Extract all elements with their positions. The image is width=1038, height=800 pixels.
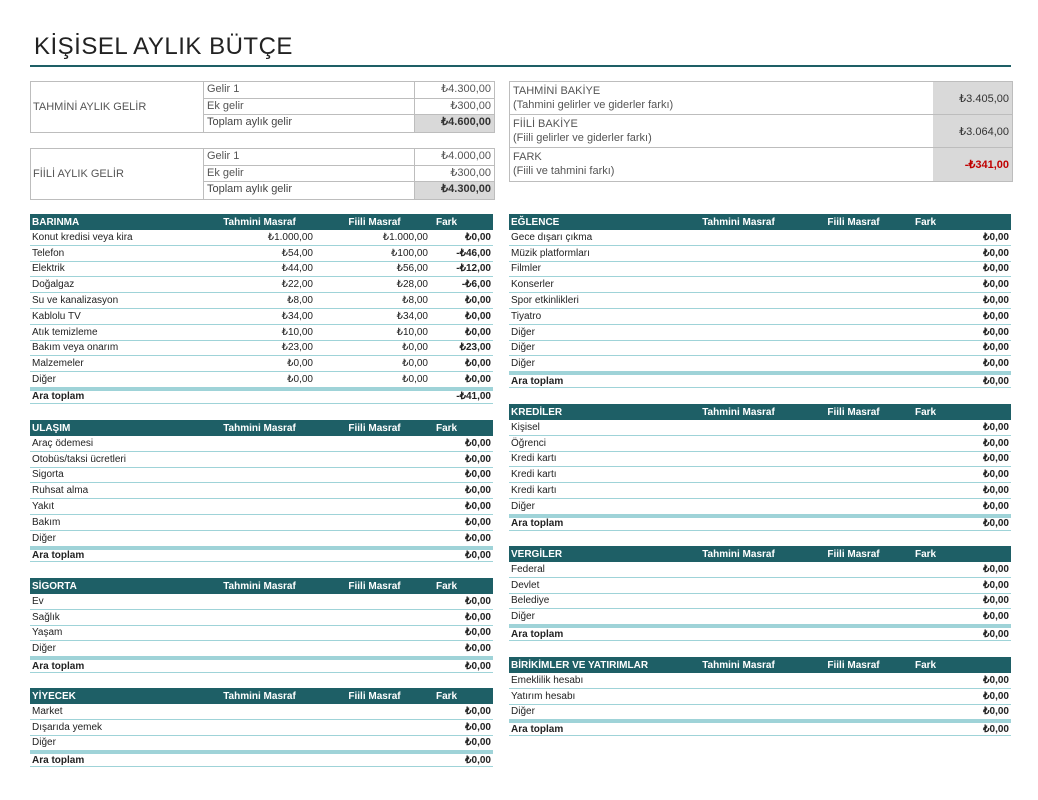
table-row	[30, 641, 493, 657]
table-row	[30, 356, 493, 372]
balance-subtitle: (Tahmini gelirler ve giderler farkı)	[513, 99, 674, 111]
table-header	[509, 404, 1011, 420]
row-estimated[interactable]: ₺1.000,00	[267, 231, 313, 243]
income-row	[203, 166, 494, 183]
row-item[interactable]: Federal	[511, 563, 545, 575]
row-actual[interactable]: ₺10,00	[396, 326, 428, 338]
row-difference: ₺0,00	[983, 437, 1009, 449]
subtotal-row	[509, 515, 1011, 531]
difference-value: -₺341,00	[933, 148, 1012, 181]
table-header	[509, 214, 1011, 230]
row-actual[interactable]: ₺0,00	[402, 342, 428, 354]
table-row	[509, 293, 1011, 309]
row-difference: ₺0,00	[983, 706, 1009, 718]
subtotal-row	[30, 751, 493, 767]
row-difference: ₺0,00	[465, 358, 491, 370]
table-ulasim	[30, 420, 493, 562]
table-row	[30, 246, 493, 262]
income-name[interactable]: Gelir 1	[207, 83, 240, 95]
category-name: BARINMA	[32, 216, 80, 228]
balance-subtitle: (Fiili ve tahmini farkı)	[513, 165, 615, 177]
row-difference: ₺0,00	[983, 611, 1009, 623]
row-estimated[interactable]: ₺0,00	[287, 374, 313, 386]
table-sigorta	[30, 578, 493, 673]
row-estimated[interactable]: ₺34,00	[281, 310, 313, 322]
balance-value: ₺3.064,00	[933, 115, 1012, 147]
subtotal-value: -₺41,00	[456, 391, 491, 403]
row-difference: ₺0,00	[983, 326, 1009, 338]
balance-summary-box	[509, 81, 1013, 182]
subtotal-row	[509, 372, 1011, 388]
row-item[interactable]: Yatırım hesabı	[511, 690, 576, 702]
table-row	[509, 230, 1011, 246]
column-difference: Fark	[436, 216, 458, 228]
row-item[interactable]: Malzemeler	[32, 358, 84, 370]
row-actual[interactable]: ₺28,00	[396, 279, 428, 291]
table-row	[509, 436, 1011, 452]
row-difference: ₺0,00	[465, 453, 491, 465]
row-difference: ₺0,00	[465, 310, 491, 322]
actual-income-label: FİİLİ AYLIK GELİR	[33, 168, 124, 180]
table-row	[509, 689, 1011, 705]
table-row	[30, 720, 493, 736]
row-difference: ₺0,00	[465, 595, 491, 607]
row-item[interactable]: Diğer	[32, 737, 56, 749]
column-estimated: Tahmini Masraf	[702, 548, 775, 560]
row-difference: ₺0,00	[983, 342, 1009, 354]
row-item[interactable]: Kredi kartı	[511, 469, 557, 481]
row-difference: ₺0,00	[983, 295, 1009, 307]
row-item[interactable]: Diğer	[32, 643, 56, 655]
row-item[interactable]: Müzik platformları	[511, 247, 590, 259]
table-birikimler	[509, 657, 1011, 736]
row-item[interactable]: Filmler	[511, 263, 541, 275]
column-difference: Fark	[436, 580, 458, 592]
table-row	[509, 673, 1011, 689]
row-difference: -₺6,00	[461, 279, 491, 291]
row-difference: ₺23,00	[459, 342, 491, 354]
table-vergiler	[509, 546, 1011, 641]
income-name[interactable]: Ek gelir	[207, 99, 244, 112]
subtotal-label: Ara toplam	[511, 628, 564, 640]
column-difference: Fark	[915, 548, 937, 560]
row-item[interactable]: Diğer	[511, 326, 535, 338]
row-item[interactable]: Devlet	[511, 579, 540, 591]
row-item[interactable]: Gece dışarı çıkma	[511, 231, 593, 243]
row-difference: ₺0,00	[465, 231, 491, 243]
table-barinma	[30, 214, 493, 404]
row-difference: ₺0,00	[465, 516, 491, 528]
table-row	[30, 736, 493, 752]
actual-income-box	[30, 148, 495, 200]
subtotal-label: Ara toplam	[511, 723, 564, 735]
row-difference: ₺0,00	[983, 421, 1009, 433]
row-difference: ₺0,00	[983, 453, 1009, 465]
income-total-row	[203, 182, 494, 199]
row-estimated[interactable]: ₺23,00	[281, 342, 313, 354]
row-difference: ₺0,00	[465, 469, 491, 481]
row-difference: ₺0,00	[983, 579, 1009, 591]
subtotal-value: ₺0,00	[983, 723, 1009, 735]
column-estimated: Tahmini Masraf	[702, 216, 775, 228]
income-total-name: Toplam aylık gelir	[207, 116, 292, 128]
row-item[interactable]: Doğalgaz	[32, 279, 75, 291]
column-actual: Fiili Masraf	[348, 216, 401, 228]
row-difference: ₺0,00	[465, 611, 491, 623]
subtotal-label: Ara toplam	[32, 391, 85, 403]
subtotal-value: ₺0,00	[983, 628, 1009, 640]
table-row	[509, 420, 1011, 436]
table-row	[30, 277, 493, 293]
subtotal-row	[30, 657, 493, 673]
table-row	[30, 499, 493, 515]
column-estimated: Tahmini Masraf	[702, 406, 775, 418]
row-actual[interactable]: ₺34,00	[396, 310, 428, 322]
column-actual: Fiili Masraf	[827, 659, 880, 671]
column-estimated: Tahmini Masraf	[702, 659, 775, 671]
row-difference: ₺0,00	[983, 469, 1009, 481]
income-row	[203, 82, 494, 99]
income-value[interactable]: ₺300,00	[414, 99, 494, 115]
column-actual: Fiili Masraf	[827, 548, 880, 560]
table-row	[30, 468, 493, 484]
balance-subtitle: (Fiili gelirler ve giderler farkı)	[513, 132, 652, 144]
row-item[interactable]: Sağlık	[32, 611, 60, 623]
income-total-value: ₺4.300,00	[414, 182, 494, 199]
subtotal-row	[509, 720, 1011, 736]
balance-title: FİİLİ BAKİYE	[513, 118, 578, 130]
row-difference: ₺0,00	[983, 279, 1009, 291]
column-difference: Fark	[436, 422, 458, 434]
income-row	[203, 99, 494, 116]
table-row	[509, 452, 1011, 468]
row-item[interactable]: Kişisel	[511, 421, 540, 433]
table-row	[509, 246, 1011, 262]
column-difference: Fark	[915, 659, 937, 671]
table-row	[509, 325, 1011, 341]
table-eglence	[509, 214, 1011, 388]
category-name: ULAŞIM	[32, 422, 71, 434]
subtotal-value: ₺0,00	[983, 375, 1009, 387]
title-underline	[30, 65, 1011, 67]
row-difference: ₺0,00	[465, 737, 491, 749]
subtotal-label: Ara toplam	[511, 518, 564, 530]
column-actual: Fiili Masraf	[827, 406, 880, 418]
row-item[interactable]: Diğer	[32, 374, 56, 386]
row-estimated[interactable]: ₺8,00	[287, 295, 313, 307]
row-item[interactable]: Konut kredisi veya kira	[32, 231, 133, 243]
row-item[interactable]: Diğer	[511, 611, 535, 623]
row-actual[interactable]: ₺8,00	[402, 295, 428, 307]
row-difference: ₺0,00	[983, 247, 1009, 259]
income-value[interactable]: ₺4.000,00	[414, 149, 494, 165]
row-estimated[interactable]: ₺54,00	[281, 247, 313, 259]
subtotal-row	[509, 625, 1011, 641]
row-item[interactable]: Dışarıda yemek	[32, 721, 103, 733]
table-row	[30, 515, 493, 531]
row-item[interactable]: Diğer	[511, 706, 535, 718]
row-difference: -₺12,00	[456, 263, 491, 275]
row-item[interactable]: Emeklilik hesabı	[511, 674, 584, 686]
row-item[interactable]: Konserler	[511, 279, 554, 291]
subtotal-value: ₺0,00	[465, 754, 491, 766]
row-item[interactable]: Diğer	[32, 532, 56, 544]
row-estimated[interactable]: ₺10,00	[281, 326, 313, 338]
row-item[interactable]: Diğer	[511, 342, 535, 354]
row-difference: ₺0,00	[465, 295, 491, 307]
row-difference: ₺0,00	[465, 326, 491, 338]
table-row	[509, 562, 1011, 578]
row-item[interactable]: Yaşam	[32, 627, 63, 639]
table-row	[509, 499, 1011, 515]
row-actual[interactable]: ₺56,00	[396, 263, 428, 275]
row-item[interactable]: Ruhsat alma	[32, 485, 89, 497]
row-estimated[interactable]: ₺22,00	[281, 279, 313, 291]
category-name: BİRİKİMLER VE YATIRIMLAR	[511, 659, 649, 671]
row-item[interactable]: Su ve kanalizasyon	[32, 295, 119, 307]
balance-row	[510, 115, 1012, 148]
row-item[interactable]: Kredi kartı	[511, 453, 557, 465]
row-actual[interactable]: ₺0,00	[402, 374, 428, 386]
table-row	[30, 325, 493, 341]
estimated-income-label: TAHMİNİ AYLIK GELİR	[33, 101, 147, 113]
column-estimated: Tahmini Masraf	[223, 580, 296, 592]
row-difference: ₺0,00	[465, 705, 491, 717]
row-actual[interactable]: ₺100,00	[391, 247, 428, 259]
income-total-value: ₺4.600,00	[414, 115, 494, 132]
table-row	[509, 705, 1011, 721]
row-item[interactable]: Araç ödemesi	[32, 437, 94, 449]
row-item[interactable]: Bakım	[32, 516, 61, 528]
table-row	[30, 610, 493, 626]
row-difference: ₺0,00	[465, 627, 491, 639]
row-item[interactable]: Spor etkinlikleri	[511, 295, 579, 307]
table-row	[509, 467, 1011, 483]
row-difference: ₺0,00	[465, 437, 491, 449]
table-row	[30, 230, 493, 246]
row-difference: ₺0,00	[465, 532, 491, 544]
row-item[interactable]: Diğer	[511, 358, 535, 370]
column-estimated: Tahmini Masraf	[223, 690, 296, 702]
row-item[interactable]: Belediye	[511, 595, 550, 607]
table-header	[509, 657, 1011, 673]
row-difference: ₺0,00	[465, 721, 491, 733]
column-actual: Fiili Masraf	[348, 690, 401, 702]
row-item[interactable]: Kredi kartı	[511, 485, 557, 497]
table-row	[509, 262, 1011, 278]
table-row	[30, 293, 493, 309]
row-difference: ₺0,00	[983, 563, 1009, 575]
table-row	[509, 341, 1011, 357]
row-item[interactable]: Yakıt	[32, 501, 55, 513]
table-header	[30, 578, 493, 594]
subtotal-label: Ara toplam	[32, 660, 85, 672]
table-row	[30, 704, 493, 720]
income-total-row	[203, 115, 494, 132]
category-name: YİYECEK	[32, 690, 76, 702]
table-row	[30, 309, 493, 325]
income-value[interactable]: ₺300,00	[414, 166, 494, 182]
table-yiyecek	[30, 688, 493, 767]
income-value[interactable]: ₺4.300,00	[414, 82, 494, 98]
table-row	[30, 341, 493, 357]
row-item[interactable]: Tiyatro	[511, 310, 542, 322]
table-row	[30, 262, 493, 278]
column-estimated: Tahmini Masraf	[223, 216, 296, 228]
subtotal-value: ₺0,00	[983, 518, 1009, 530]
row-item[interactable]: Diğer	[511, 500, 535, 512]
table-row	[509, 483, 1011, 499]
row-difference: ₺0,00	[983, 263, 1009, 275]
income-total-name: Toplam aylık gelir	[207, 183, 292, 195]
table-header	[509, 546, 1011, 562]
row-difference: ₺0,00	[465, 643, 491, 655]
table-row	[30, 372, 493, 388]
balance-title: TAHMİNİ BAKİYE	[513, 85, 601, 97]
row-difference: ₺0,00	[983, 595, 1009, 607]
table-header	[30, 688, 493, 704]
page-title: KİŞİSEL AYLIK BÜTÇE	[34, 33, 293, 60]
table-row	[30, 531, 493, 547]
row-item[interactable]: Kablolu TV	[32, 310, 81, 322]
column-actual: Fiili Masraf	[348, 422, 401, 434]
table-row	[509, 594, 1011, 610]
subtotal-row	[30, 388, 493, 404]
table-row	[509, 277, 1011, 293]
table-row	[30, 483, 493, 499]
balance-row	[510, 82, 1012, 115]
row-estimated[interactable]: ₺0,00	[287, 358, 313, 370]
row-item[interactable]: Market	[32, 705, 63, 717]
table-row	[30, 626, 493, 642]
row-difference: ₺0,00	[983, 485, 1009, 497]
income-name[interactable]: Ek gelir	[207, 166, 244, 179]
category-name: VERGİLER	[511, 548, 563, 560]
column-actual: Fiili Masraf	[827, 216, 880, 228]
subtotal-value: ₺0,00	[465, 549, 491, 561]
category-name: KREDİLER	[511, 406, 563, 418]
table-row	[30, 436, 493, 452]
subtotal-value: ₺0,00	[465, 660, 491, 672]
column-difference: Fark	[436, 690, 458, 702]
column-difference: Fark	[915, 406, 937, 418]
estimated-income-box	[30, 81, 495, 133]
row-difference: ₺0,00	[983, 310, 1009, 322]
table-row	[509, 309, 1011, 325]
row-difference: ₺0,00	[983, 500, 1009, 512]
row-item[interactable]: Otobüs/taksi ücretleri	[32, 453, 126, 465]
income-name[interactable]: Gelir 1	[207, 150, 240, 162]
row-item[interactable]: Bakım veya onarım	[32, 342, 119, 354]
row-item[interactable]: Elektrik	[32, 263, 65, 275]
row-item[interactable]: Telefon	[32, 247, 65, 259]
table-row	[509, 356, 1011, 372]
row-item[interactable]: Atık temizleme	[32, 326, 98, 338]
balance-title: FARK	[513, 151, 542, 163]
table-row	[30, 594, 493, 610]
table-row	[509, 609, 1011, 625]
balance-value: ₺3.405,00	[933, 82, 1012, 114]
column-actual: Fiili Masraf	[348, 580, 401, 592]
balance-row	[510, 148, 1012, 181]
row-actual[interactable]: ₺0,00	[402, 358, 428, 370]
income-row	[203, 149, 494, 166]
row-difference: ₺0,00	[983, 358, 1009, 370]
table-krediler	[509, 404, 1011, 531]
row-difference: ₺0,00	[983, 690, 1009, 702]
table-header	[30, 420, 493, 436]
subtotal-label: Ara toplam	[511, 375, 564, 387]
subtotal-label: Ara toplam	[32, 549, 85, 561]
table-row	[509, 578, 1011, 594]
row-item[interactable]: Öğrenci	[511, 437, 547, 449]
row-difference: ₺0,00	[983, 674, 1009, 686]
row-item[interactable]: Ev	[32, 595, 44, 607]
category-name: SİGORTA	[32, 580, 77, 592]
category-name: EĞLENCE	[511, 216, 560, 228]
row-difference: ₺0,00	[983, 231, 1009, 243]
row-difference: ₺0,00	[465, 374, 491, 386]
column-difference: Fark	[915, 216, 937, 228]
table-header	[30, 214, 493, 230]
row-estimated[interactable]: ₺44,00	[281, 263, 313, 275]
column-estimated: Tahmini Masraf	[223, 422, 296, 434]
subtotal-label: Ara toplam	[32, 754, 85, 766]
row-difference: ₺0,00	[465, 501, 491, 513]
row-item[interactable]: Sigorta	[32, 469, 64, 481]
subtotal-row	[30, 547, 493, 563]
row-difference: ₺0,00	[465, 485, 491, 497]
table-row	[30, 452, 493, 468]
row-actual[interactable]: ₺1.000,00	[382, 231, 428, 243]
row-difference: -₺46,00	[456, 247, 491, 259]
